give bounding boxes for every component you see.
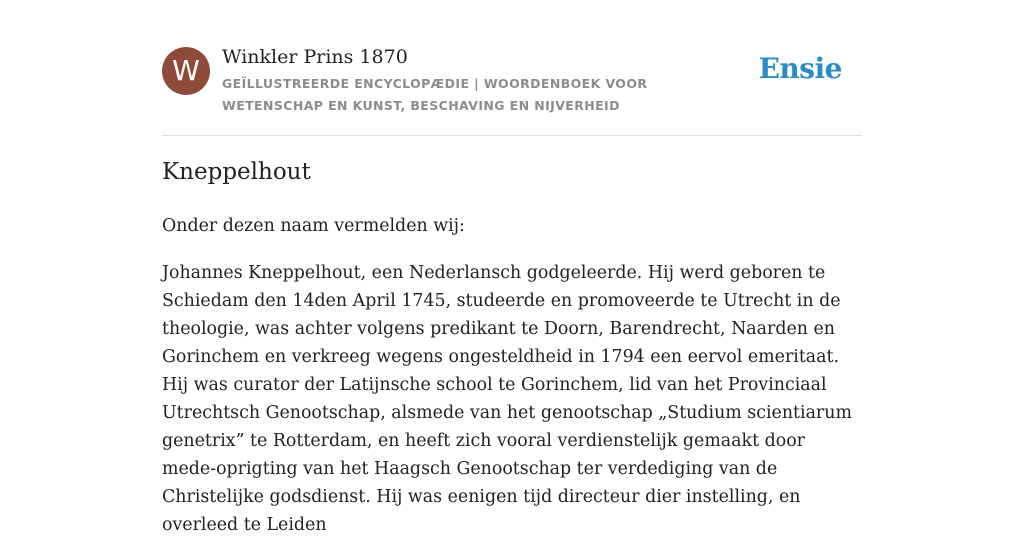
entry-paragraph: Johannes Kneppelhout, een Nederlansch godgeleerde. Hij werd geboren te Schiedam den 14den April 1745, studeerde en promoveerde te Utrecht in de theologie, was achter volgens predikant te Doorn, Barendrecht, Naarden en Gorinchem en verkreeg wegens ongesteldheid in 1794 een eervol emeritaat. Hij was curator der Latijnsche school te Gorinchem, lid van het Provinciaal Utrechtsch Genootschap, alsmede van het genootschap „Studium scientiarum genetrix” te Rotterdam, en heeft zich vooral verdienstelijk gemaakt door mede-oprigting van het Haagsch Genootschap ter verdediging van de Christelijke godsdienst. Hij was eenigen tijd directeur dier instelling, en overleed te Leiden — [162, 263, 852, 535]
source-title[interactable]: Winkler Prins 1870 — [222, 46, 408, 68]
entry-title: Kneppelhout — [162, 159, 311, 185]
entry-content — [162, 212, 862, 558]
source-subtitle: GEÏLLUSTREERDE ENCYCLOPÆDIE | WOORDENBOEK VOOR WETENSCHAP EN KUNST, BESCHAVING EN NIJVERHEID — [222, 76, 648, 113]
source-avatar[interactable]: W — [162, 47, 210, 95]
ensie-logo-link[interactable]: Ensie — [758, 52, 842, 85]
source-header — [162, 46, 862, 116]
header-divider — [162, 135, 862, 136]
entry-intro: Onder dezen naam vermelden wij: — [162, 216, 465, 236]
